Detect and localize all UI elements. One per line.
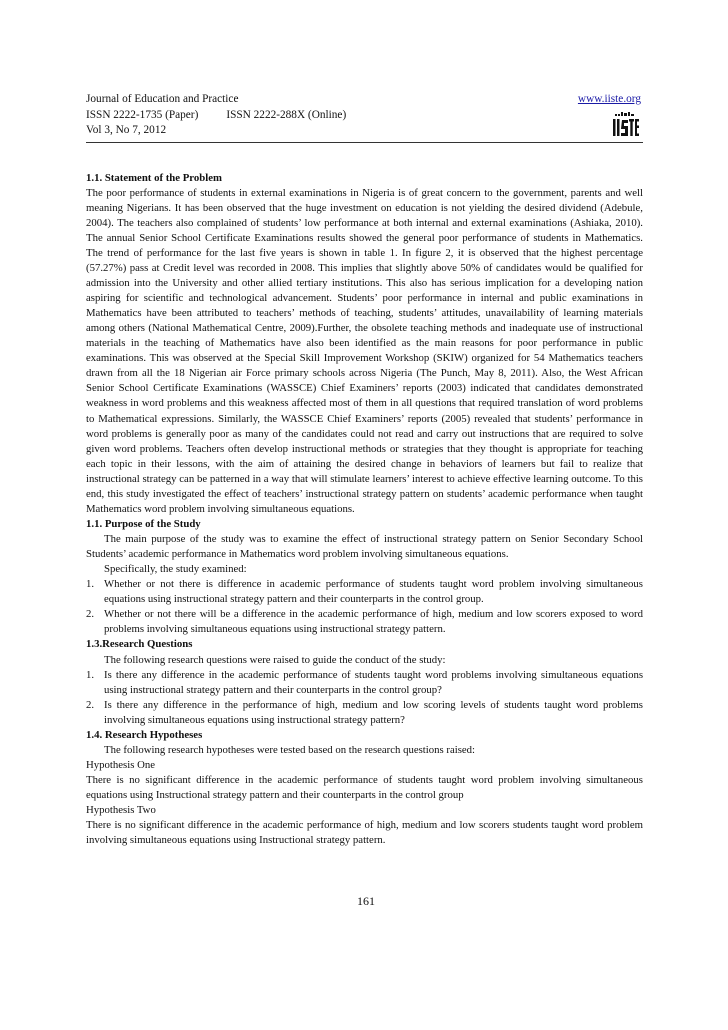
purpose-paragraph: The main purpose of the study was to examine the effect of instructional strategy pattern on Senior Secondary School Students’ academic performance in Mathematics word problem involving simultaneous equations. [86, 533, 643, 561]
page-number: 161 [357, 894, 375, 908]
purpose-lead: Specifically, the study examined: [104, 563, 247, 576]
journal-url-link[interactable]: www.iiste.org [577, 93, 641, 105]
page [86, 92, 643, 848]
list-text: Whether or not there will be a difference in the academic performance of high, medium and low scorers exposed to word problems involving simultaneous equations using instructional strategy pattern. [104, 608, 643, 636]
hypothesis-one-label: Hypothesis One [86, 758, 155, 771]
issn-line [86, 108, 643, 124]
section-heading-statement: 1.1. Statement of the Problem [86, 171, 222, 184]
hypotheses-lead: The following research hypotheses were tested based on the research questions raised: [104, 743, 476, 756]
article-body [86, 171, 643, 849]
list-item [86, 668, 643, 698]
issn-paper: ISSN 2222-1735 (Paper) [86, 108, 199, 121]
section-heading-questions: 1.3.Research Questions [86, 638, 193, 651]
header-rule [86, 142, 643, 143]
list-item [86, 698, 643, 728]
section-heading-purpose: 1.1. Purpose of the Study [86, 517, 201, 530]
list-item [86, 577, 643, 607]
volume-info: Vol 3, No 7, 2012 [86, 124, 167, 136]
statement-paragraph: The poor performance of students in external examinations in Nigeria is of great concern to the government, parents and well meaning Nigerians. It has been observed that the huge investment on education is not yielding the desired dividend (Adebule, 2004). The teachers also complained of students’ low performance at both internal and external examinations (Ashiaka, 2010). The annual Senior School Certificate Examinations results showed the general poor performance of students in Mathematics. The trend of performance for the last five years is shown in table 1. In figure 2, it is observed that the highest percentage (57.27%) pass at Credit level was recorded in 2008. This implies that slightly above 50% of candidates would be qualified for admission into the University and other allied tertiary institutions. This also has serious implication for a developing nation aspiring for scientific and technological advancement. Students’ poor performance in internal and public examinations in Mathematics have been attributed to teachers’ methods of teaching, students’ attitudes, unavailability of learning materials among others (National Mathematical Centre, 2009).Further, the obsolete teaching methods and inadequate use of instructional materials in the teaching of Mathematics have also been identified as the main reasons for poor performance in public examinations. This was observed at the Special Skill Improvement Workshop (SKIW) organized for 54 Mathematics teachers drawn from all the 18 Nigerian air Force primary schools across Nigeria (The Punch, May 8, 2011). Also, the West African Senior School Certificate Examinations (WASSCE) Chief Examiners’ reports (2003) indicated that candidates demonstrated weakness in word problems and this weakness affected most of them in all questions that required translation of word problems to Mathematical expressions. Similarly, the WASSCE Chief Examiners’ reports (2005) revealed that students’ performance in word problems is generally poor as many of the candidates could not read and carry out instructions that are required to solve given word problems. Teachers often develop instructional methods or strategies that they thought is appropriate for teaching each topic in their lessons, with the aim of attaining the desired change in behaviors of learners but fail to realize that instructional strategy can be patterned in a way that will stimulate learners’ interest to achieve effective learning outcome. To this end, this study investigated the effect of teachers’ instructional strategy pattern on students’ academic performance when taught Mathematics word problem involving simultaneous equations. [86, 186, 643, 515]
hypothesis-two-label: Hypothesis Two [86, 804, 156, 817]
issn-online: ISSN 2222-288X (Online) [226, 108, 347, 121]
running-header [86, 92, 643, 139]
list-number: 1. [86, 668, 95, 681]
hypothesis-one-text: There is no significant difference in the academic performance of students taught word problem involving simultaneous equations using Instructional strategy pattern and their counterparts in the control group [86, 774, 643, 802]
list-text: Is there any difference in the performance of high, medium and low scoring levels of students taught word problems involving simultaneous equations using instructional strategy pattern? [104, 698, 643, 726]
section-heading-hypotheses: 1.4. Research Hypotheses [86, 728, 203, 741]
list-number: 1. [86, 578, 95, 591]
journal-title: Journal of Education and Practice [86, 93, 239, 105]
iiste-logo-icon [612, 111, 639, 138]
list-text: Whether or not there is difference in academic performance of students taught word problem involving simultaneous equations using instructional strategy pattern and their counterparts in the control group. [104, 578, 643, 606]
list-item [86, 607, 643, 637]
list-number: 2. [86, 698, 95, 711]
list-text: Is there any difference in the academic performance of students taught word problems involving simultaneous equations using instructional strategy pattern and their counterparts in the control group? [104, 668, 643, 696]
questions-lead: The following research questions were raised to guide the conduct of the study: [104, 653, 446, 666]
hypothesis-two-text: There is no significant difference in the academic performance of high, medium and low scorers students taught word problem involving simultaneous equations using Instructional strategy pattern. [86, 819, 643, 847]
list-number: 2. [86, 608, 95, 621]
